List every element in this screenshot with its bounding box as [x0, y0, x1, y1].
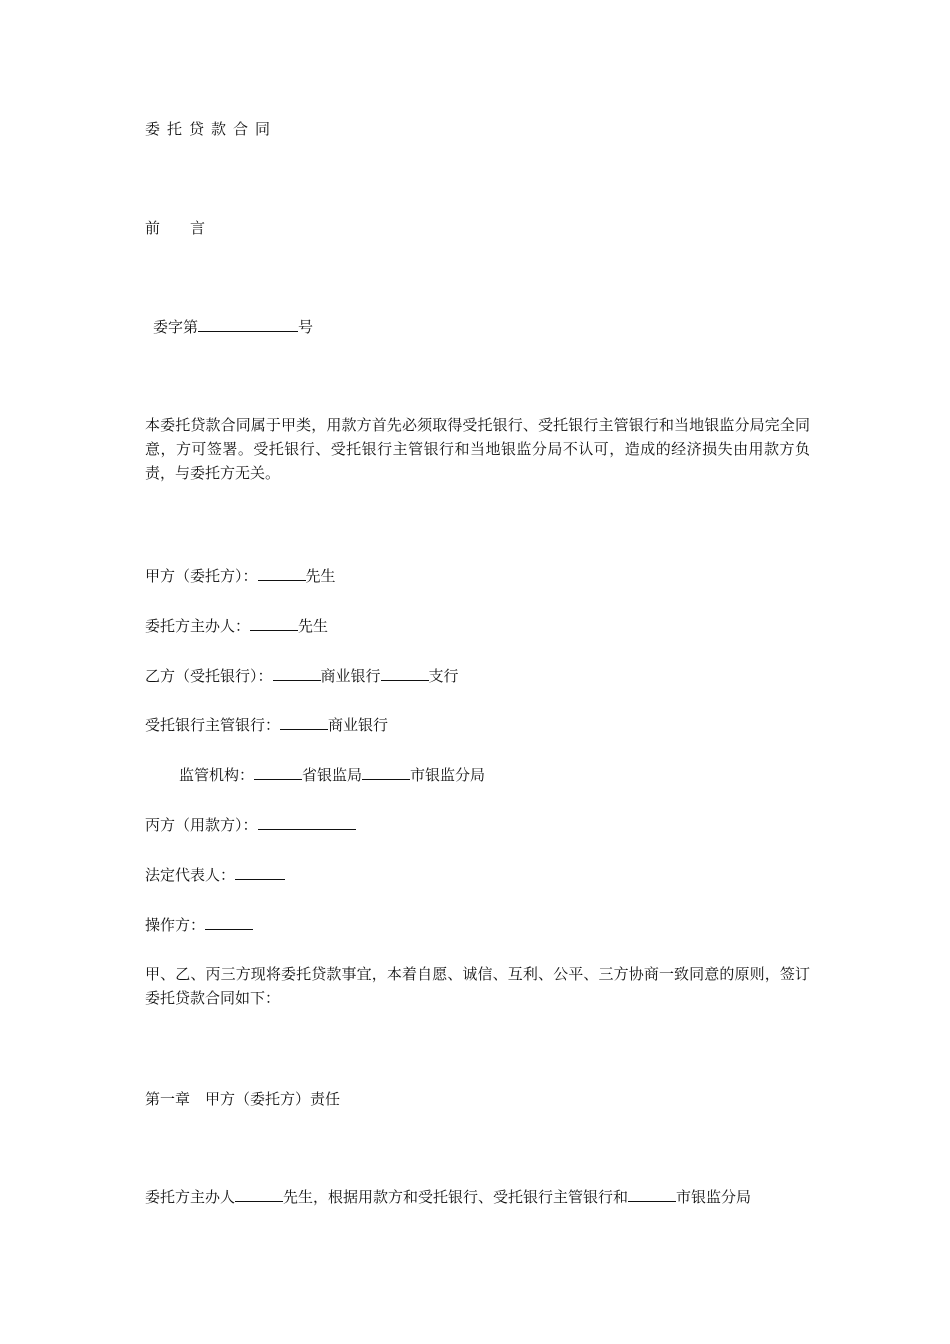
regulator-mid: 省银监局: [302, 766, 363, 784]
party-b-mid: 商业银行: [320, 667, 381, 685]
chapter-1-blank-1: [235, 1186, 283, 1202]
chapter-1-heading: 第一章 甲方（委托方）责任: [145, 1090, 341, 1108]
contract-number-suffix: 号: [298, 318, 314, 336]
contract-number-line: [153, 316, 313, 338]
chapter-1-text-b: 先生，根据用款方和受托银行、受托银行主管银行和: [283, 1188, 629, 1206]
regulator-suffix: 市银监分局: [410, 766, 486, 784]
agreement-paragraph: 甲、乙、丙三方现将委托贷款事宜，本着自愿、诚信、互利、公平、三方协商一致同意的原则，签订委托贷款合同如下：: [145, 965, 810, 1007]
regulator-blank-2: [362, 764, 410, 780]
chapter-1-text-c: 市银监分局: [676, 1188, 752, 1206]
operator-blank: [205, 914, 253, 930]
intro-paragraph: 本委托贷款合同属于甲类，用款方首先必须取得受托银行、受托银行主管银行和当地银监分局完全同意，方可签署。受托银行、受托银行主管银行和当地银监分局不认可，造成的经济损失由用款方负责，与委托方无关。: [145, 416, 810, 482]
party-b-parent-suffix: 商业银行: [328, 716, 389, 734]
party-a-manager-line: [145, 615, 328, 637]
legal-rep-label: 法定代表人：: [145, 866, 236, 884]
party-a-manager-suffix: 先生: [298, 617, 329, 635]
party-a-manager-blank: [250, 615, 298, 631]
regulator-label: 监管机构：: [179, 766, 255, 784]
contract-number-prefix: 委字第: [153, 318, 199, 336]
party-b-label: 乙方（受托银行）：: [145, 667, 273, 685]
party-b-parent-label: 受托银行主管银行：: [145, 716, 281, 734]
legal-rep-blank: [235, 864, 285, 880]
party-a-blank: [258, 565, 306, 581]
chapter-1-blank-2: [628, 1186, 676, 1202]
party-a-manager-label: 委托方主办人：: [145, 617, 251, 635]
party-b-blank-1: [273, 665, 321, 681]
regulator-blank-1: [254, 764, 302, 780]
party-c-line: [145, 814, 356, 836]
party-a-suffix: 先生: [305, 567, 336, 585]
party-b-parent-blank: [280, 714, 328, 730]
legal-rep-line: [145, 864, 285, 886]
party-a-line: [145, 565, 336, 587]
party-b-suffix: 支行: [428, 667, 459, 685]
party-b-blank-2: [381, 665, 429, 681]
operator-line: [145, 914, 253, 936]
chapter-1-text-a: 委托方主办人: [145, 1188, 236, 1206]
party-b-parent-line: [145, 714, 388, 736]
regulator-line: [179, 764, 485, 786]
contract-number-blank: [198, 316, 298, 332]
party-c-label: 丙方（用款方）：: [145, 816, 258, 834]
operator-label: 操作方：: [145, 916, 206, 934]
chapter-1-paragraph: [145, 1186, 751, 1208]
document-title: 委托贷款合同: [145, 120, 278, 138]
party-b-line: [145, 665, 459, 687]
party-a-label: 甲方（委托方）：: [145, 567, 258, 585]
party-c-blank: [258, 814, 356, 830]
preface-heading: 前 言: [145, 219, 206, 237]
